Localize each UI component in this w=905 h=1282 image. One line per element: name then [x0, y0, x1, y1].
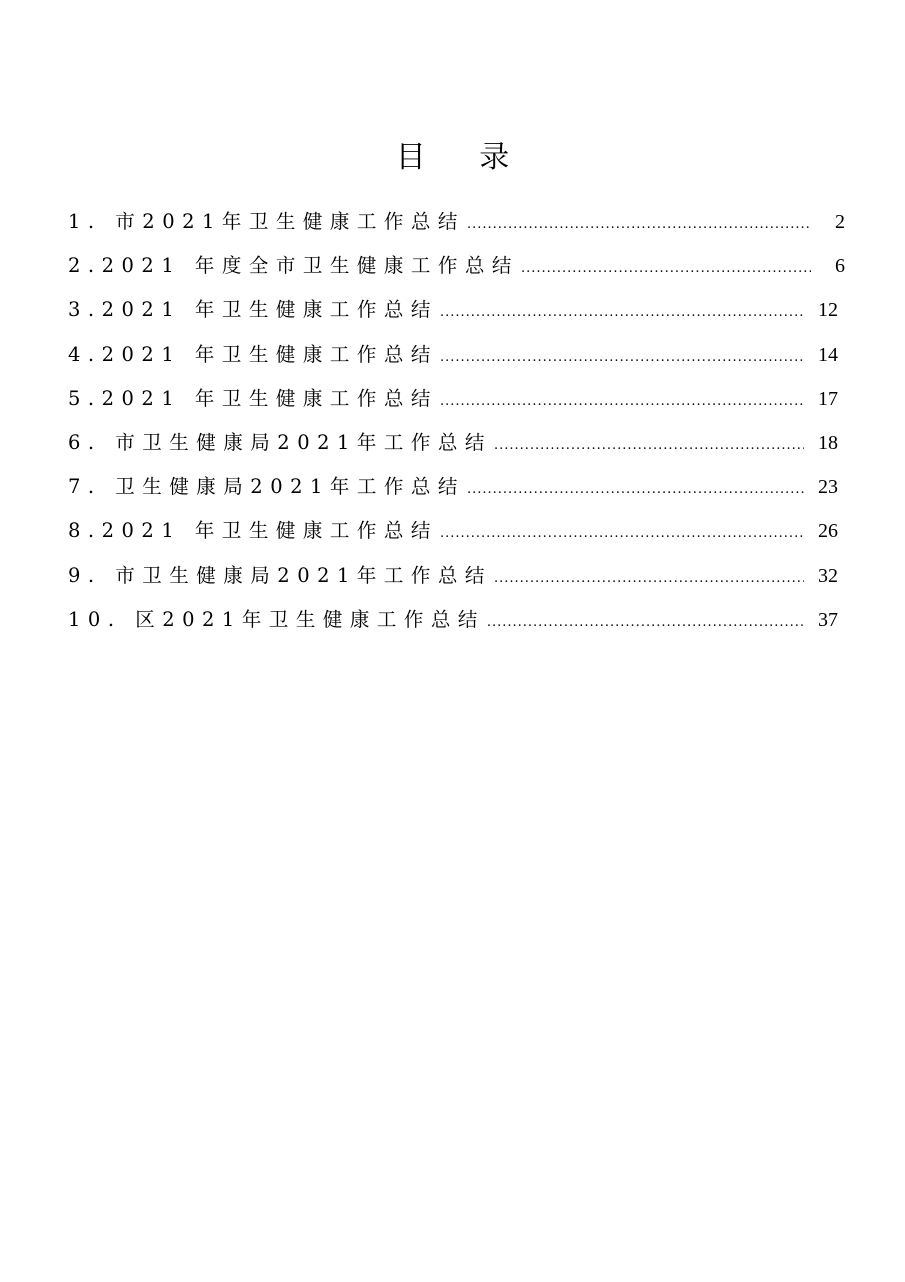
toc-entry[interactable] — [68, 333, 838, 377]
toc-title: 目 录 — [395, 140, 532, 175]
toc-entry[interactable] — [68, 288, 838, 332]
dot-leader — [440, 380, 804, 424]
dot-leader — [440, 291, 804, 335]
toc-entry-page: 37 — [818, 608, 838, 631]
toc-entry-page: 12 — [818, 299, 838, 322]
toc-entry-page: 18 — [818, 431, 838, 454]
toc-entry-page: 6 — [835, 255, 845, 278]
dot-leader — [494, 557, 804, 601]
toc-entry[interactable] — [68, 200, 845, 244]
toc-entry[interactable] — [68, 509, 838, 553]
toc-list — [68, 200, 845, 642]
dot-leader — [494, 424, 804, 468]
toc-entry-page: 32 — [818, 564, 838, 587]
dot-leader — [467, 468, 804, 512]
toc-entry-label: 3.2021 年卫生健康工作总结 — [68, 298, 438, 322]
toc-entry-page: 26 — [818, 520, 838, 543]
toc-entry[interactable] — [68, 554, 838, 598]
toc-entry[interactable] — [68, 465, 838, 509]
toc-entry-label: 6. 市卫生健康局2021年工作总结 — [68, 430, 492, 454]
dot-leader — [521, 247, 811, 291]
toc-entry[interactable] — [68, 598, 838, 642]
toc-entry-page: 2 — [835, 211, 845, 233]
toc-entry-label: 4.2021 年卫生健康工作总结 — [68, 342, 438, 366]
dot-leader — [440, 336, 804, 380]
toc-entry-label: 5.2021 年卫生健康工作总结 — [68, 386, 438, 410]
toc-entry-label: 9. 市卫生健康局2021年工作总结 — [68, 563, 492, 587]
dot-leader — [487, 601, 804, 645]
dot-leader — [440, 512, 804, 556]
toc-entry-page: 17 — [818, 387, 838, 410]
toc-entry-page: 14 — [818, 343, 838, 366]
toc-entry-label: 8.2021 年卫生健康工作总结 — [68, 519, 438, 543]
dot-leader — [467, 203, 811, 247]
toc-entry-label: 7. 卫生健康局2021年工作总结 — [68, 475, 465, 499]
toc-entry-page: 23 — [818, 476, 838, 499]
toc-entry-label: 10. 区2021年卫生健康工作总结 — [68, 607, 485, 631]
toc-entry-label: 1. 市2021年卫生健康工作总结 — [68, 210, 465, 233]
toc-entry[interactable] — [68, 244, 845, 288]
toc-entry-label: 2.2021 年度全市卫生健康工作总结 — [68, 254, 519, 278]
toc-entry[interactable] — [68, 377, 838, 421]
toc-entry[interactable] — [68, 421, 838, 465]
